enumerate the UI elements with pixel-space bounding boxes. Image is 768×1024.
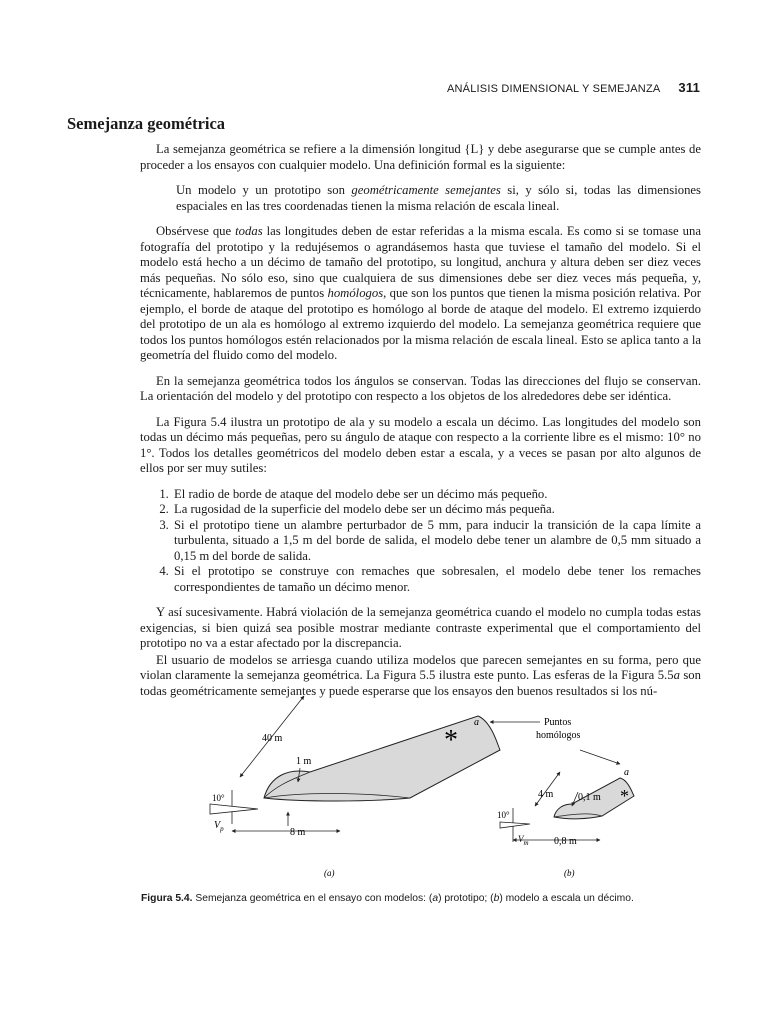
paragraph-5: Y así sucesivamente. Habrá violación de la semejanza geométrica cuando el modelo no cumpla todas estas exigencias, si bien quizá sea posible mostrar mediante contraste experimental que el comportamiento del prototipo no va a estar afectado por la discrepancia. [140,605,701,650]
model-star: * [620,786,629,806]
homologous-label-line1: Puntos [544,717,572,728]
definition-quote: Un modelo y un prototipo son geométricamente semejantes si, y sólo si, todas las dimensiones espaciales en las tres coordenadas tienen la misma relación de escala lineal. [176,183,701,213]
model-chord-label: 0,8 m [554,836,577,847]
figure-5-4 [200,680,720,890]
homologous-point-a: a [474,717,479,728]
term-geometric-similar: geométricamente semejantes [351,183,501,197]
homologous-point-a-model: a [624,767,629,778]
section-title: Semejanza geométrica [67,114,226,133]
paragraph-1: La semejanza geométrica se refiere a la dimensión longitud {L} y debe asegurarse que se cumple antes de proceder a los ensayos con cualquier modelo. Una definición formal es la siguiente: [140,142,701,172]
detail-list [140,487,701,596]
body-text [140,142,701,709]
list-item: 3. Si el prototipo tiene un alambre perturbador de 5 mm, para inducir la transición de la capa límite a turbulenta, situado a 1,5 m del borde de salida, el modelo debe tener un alambre de 0,5 mm situado a 0,15 m del borde de salida. [172,518,701,565]
paragraph-6: El usuario de modelos se arriesga cuando utiliza modelos que parecen semejantes en su forma, pero que violan claramente la semejanza geométrica. La Figura 5.5 ilustra este punto. Las esferas de la Figura 5.5a son todas geométricamente semejantes y puede esperarse que los ensayos den buenos resultados si los nú- [140,652,701,698]
figure-tag-a: (a) [324,868,335,878]
figure-tag-b: (b) [564,868,575,878]
paragraph-3: En la semejanza geométrica todos los ángulos se conservan. Todas las direcciones del flujo se conservan. La orientación del modelo y del prototipo con respecto a los objetos de los alrededores debe ser idéntica. [140,373,701,403]
model-angle-label: 10° [497,810,510,820]
proto-span-label: 40 m [262,733,283,744]
page-number: 311 [678,80,700,95]
paragraph-4: La Figura 5.4 ilustra un prototipo de ala y su modelo a escala un décimo. Las longitudes del modelo son todas un décimo más pequeñas, pero su ángulo de ataque con respecto a la corriente libre es el mismo: 10° no 1°. Todos los detalles geométricos del modelo deben estar a escala, y a veces se pasan por alto algunos de ellos por ser muy sutiles: [140,414,701,475]
proto-angle-label: 10° [212,793,225,803]
list-item: 1. El radio de borde de ataque del modelo debe ser un décimo más pequeño. [172,487,701,503]
figure-caption: Figura 5.4. Semejanza geométrica en el ensayo con modelos: (a) prototipo; (b) modelo a escala un décimo. [141,893,634,904]
running-title: ANÁLISIS DIMENSIONAL Y SEMEJANZA [446,83,661,95]
caption-label: Figura 5.4. [141,893,193,904]
proto-chord-label: 8 m [290,827,306,838]
proto-thickness-label: 1 m [296,756,312,767]
homologous-label-line2: homólogos [536,730,581,741]
model-velocity-label: $V_m$ [518,834,529,847]
model-thickness-label: 0,1 m [578,792,601,803]
running-header [0,80,700,95]
model-span-label: 4 m [538,789,554,800]
list-item: 4. Si el prototipo se construye con remaches que sobresalen, el modelo debe tener los remaches correspondientes de tamaño un décimo menor. [172,564,701,595]
proto-star: * [444,725,458,756]
paragraph-2: Obsérvese que todas las longitudes deben de estar referidas a la misma escala. Es como si se tomase una fotografía del prototipo y la redujésemos o agrandásemos hasta que tuviese el tamaño del modelo. Si el modelo está hecho a un décimo de tamaño del prototipo, su longitud, anchura y altura deben ser diez veces más pequeñas. No sólo eso, sino que cualquiera de sus dimensiones debe ser diez veces más pequeña, y, técnicamente, hablaremos de puntos homólogos, que son los puntos que tienen la misma posición relativa. Por ejemplo, el borde de ataque del prototipo es homólogo al borde de ataque del modelo. El extremo izquierdo del prototipo de un ala es homólogo al extremo izquierdo del modelo. La semejanza geométrica requiere que todos los puntos homólogos estén relacionados por la misma relación de escala lineal. Esto se aplica tanto a la geometría del fluido como del modelo. [140,224,701,362]
proto-velocity-label: $V_p$ [214,820,224,833]
list-item: 2. La rugosidad de la superficie del modelo debe ser un décimo más pequeña. [172,502,701,518]
